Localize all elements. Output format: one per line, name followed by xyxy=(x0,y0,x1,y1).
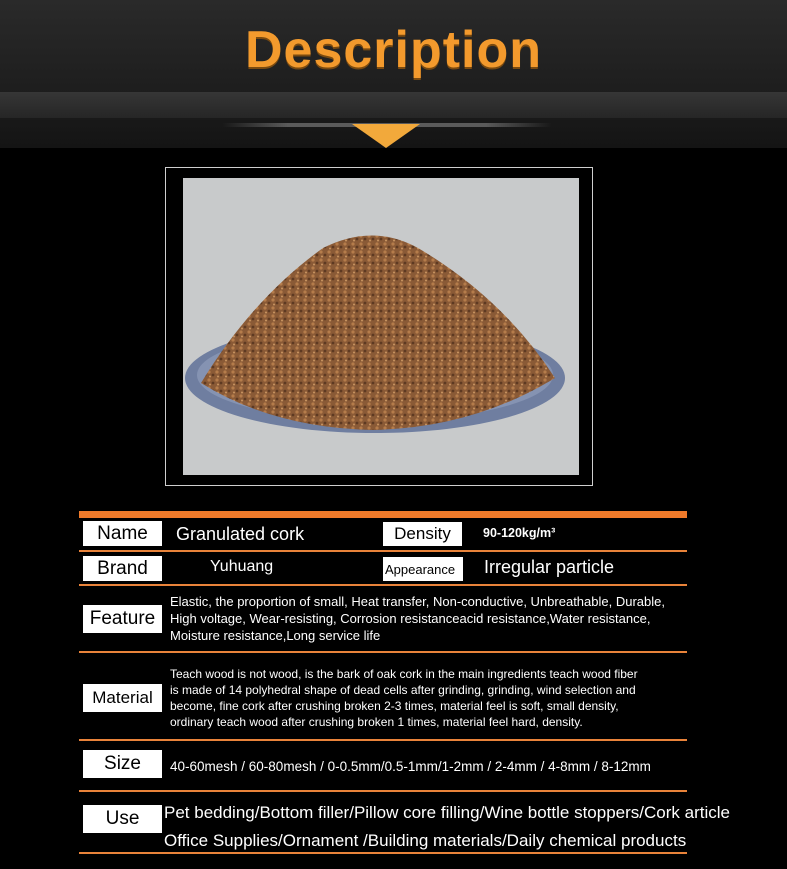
material-line: Teach wood is not wood, is the bark of oak cork in the main ingredients teach wood fiber xyxy=(170,667,638,681)
material-label: Material xyxy=(83,684,162,712)
chevron-down-icon xyxy=(352,124,420,148)
use-line: Pet bedding/Bottom filler/Pillow core filling/Wine bottle stoppers/Cork article xyxy=(164,803,730,822)
appearance-value: Irregular particle xyxy=(484,557,615,577)
table-rule xyxy=(79,584,687,586)
header-band xyxy=(0,92,787,118)
table-rule xyxy=(79,739,687,741)
feature-line: Elastic, the proportion of small, Heat transfer, Non-conductive, Unbreathable, Durable, xyxy=(170,594,665,609)
cork-granules-image xyxy=(183,178,579,475)
use-text xyxy=(164,799,730,855)
page-title: Description xyxy=(244,21,543,79)
density-label: Density xyxy=(383,522,462,546)
use-line: Office Supplies/Ornament /Building materials/Daily chemical products xyxy=(164,831,687,850)
feature-line: Moisture resistance,Long service life xyxy=(170,628,381,643)
size-label: Size xyxy=(83,750,162,778)
material-line: is made of 14 polyhedral shape of dead cells after grinding, grinding, wind selection and xyxy=(170,683,636,697)
name-label: Name xyxy=(83,521,162,546)
table-rule xyxy=(79,790,687,792)
material-line: ordinary teach wood after crushing broken 1 times, material feel hard, density. xyxy=(170,715,583,729)
table-top-rule xyxy=(79,511,687,518)
table-rule xyxy=(79,651,687,653)
size-value: 40-60mesh / 60-80mesh / 0-0.5mm/0.5-1mm/1-2mm / 2-4mm / 4-8mm / 8-12mm xyxy=(170,759,651,774)
material-line: become, fine cork after crushing broken 2-3 times, material feel is soft, small density, xyxy=(170,699,619,713)
product-photo-frame xyxy=(165,167,593,486)
appearance-label: Appearance xyxy=(383,557,463,581)
brand-value: Yuhuang xyxy=(210,558,274,575)
use-label: Use xyxy=(83,805,162,833)
feature-text xyxy=(170,593,685,644)
material-text xyxy=(170,666,685,730)
name-value: Granulated cork xyxy=(176,524,305,544)
brand-label: Brand xyxy=(83,556,162,581)
feature-line: High voltage, Wear-resisting, Corrosion resistanceacid resistance,Water resistance, xyxy=(170,611,651,626)
product-photo xyxy=(183,178,579,475)
table-rule xyxy=(79,550,687,552)
feature-label: Feature xyxy=(83,605,162,633)
density-value: 90-120kg/m³ xyxy=(483,526,556,540)
